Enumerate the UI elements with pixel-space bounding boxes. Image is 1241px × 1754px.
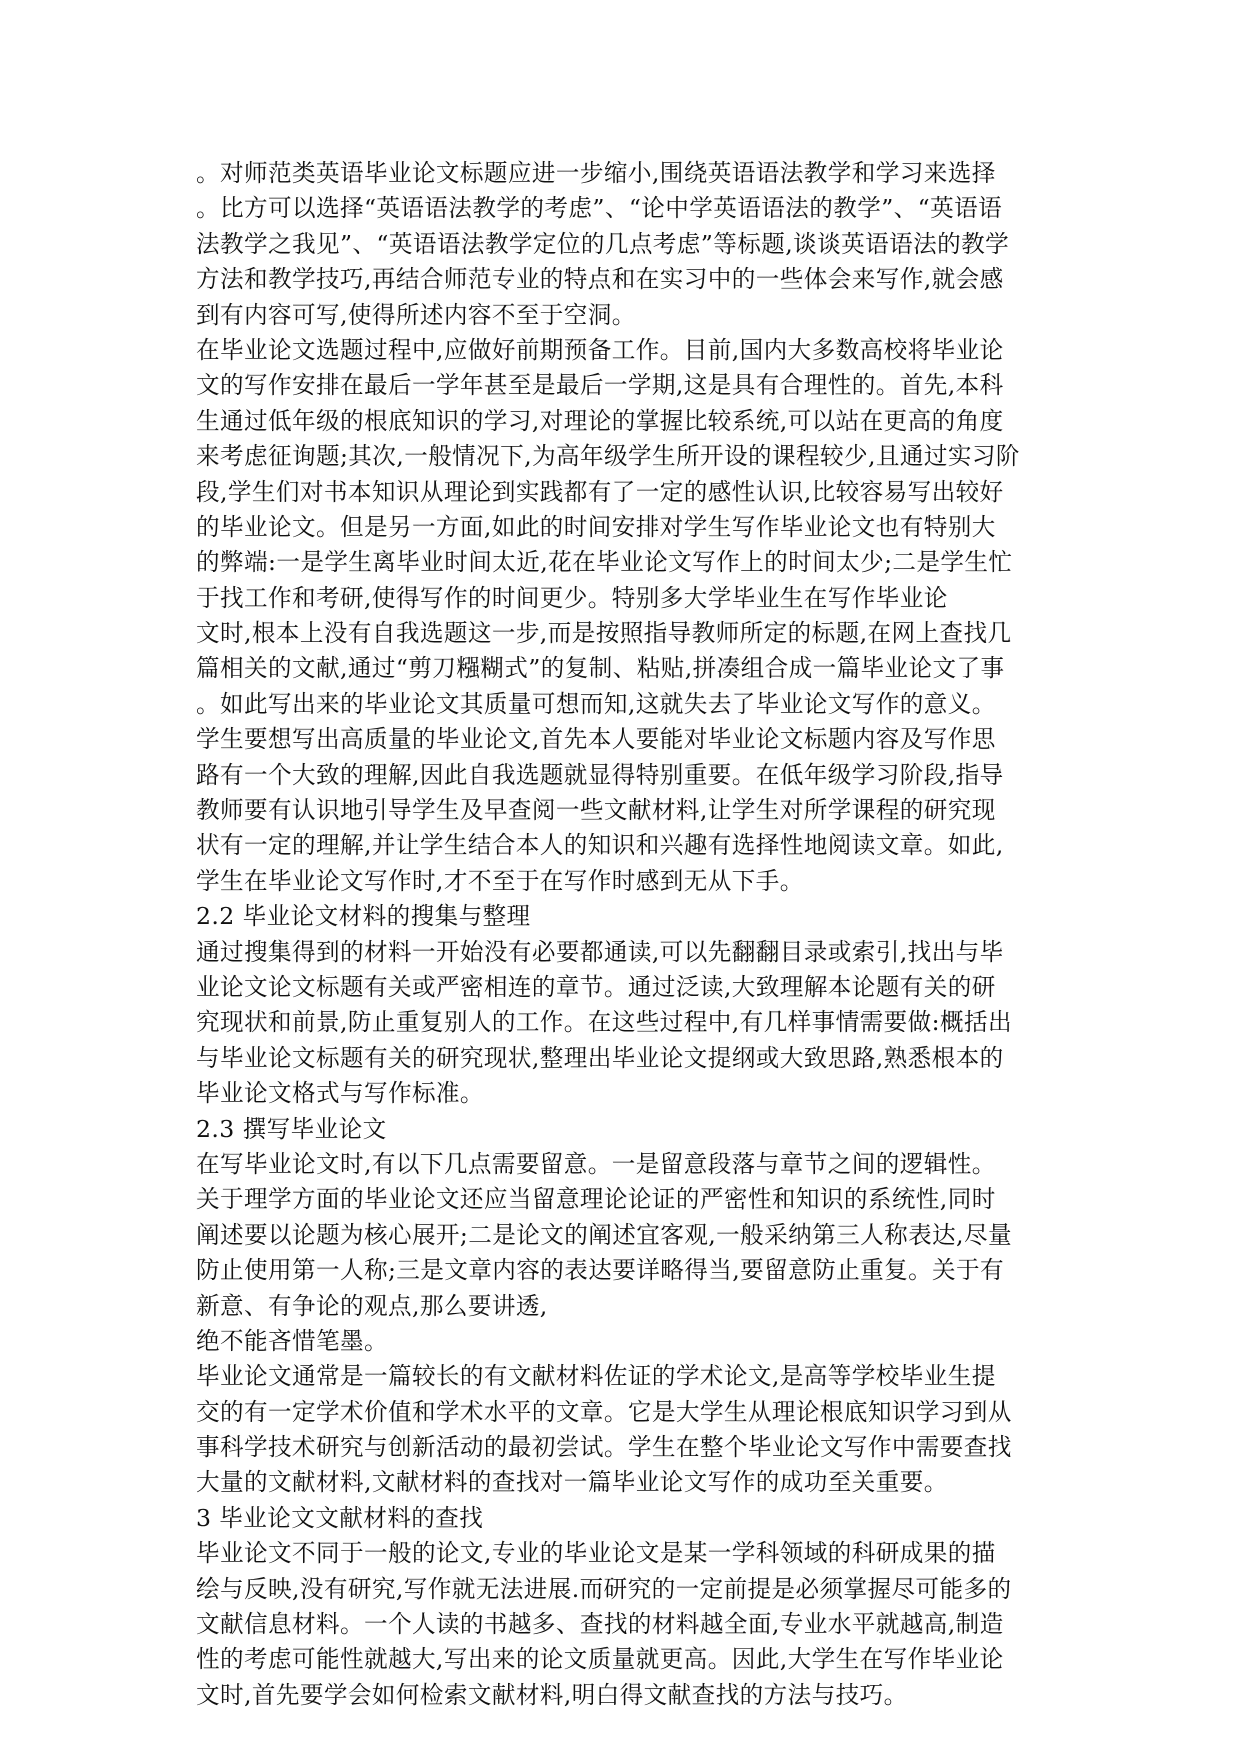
text-line: 法教学之我见”、“英语语法教学定位的几点考虑”等标题,谈谈英语语法的教学 bbox=[196, 229, 1010, 258]
text-line: 性的考虑可能性就越大,写出来的论文质量就更高。因此,大学生在写作毕业论 bbox=[196, 1645, 1004, 1674]
text-line: 绝不能吝惜笔墨。 bbox=[196, 1326, 388, 1355]
text-line: 事科学技术研究与创新活动的最初尝试。学生在整个毕业论文写作中需要查找 bbox=[196, 1433, 1012, 1462]
section-heading: 3 毕业论文文献材料的查找 bbox=[196, 1503, 484, 1532]
text-line: 路有一个大致的理解,因此自我选题就显得特别重要。在低年级学习阶段,指导 bbox=[196, 760, 1004, 789]
text-line: 在毕业论文选题过程中,应做好前期预备工作。目前,国内大多数高校将毕业论 bbox=[196, 335, 1004, 364]
text-line: 于找工作和考研,使得写作的时间更少。特别多大学毕业生在写作毕业论 bbox=[196, 583, 948, 612]
text-line: 与毕业论文标题有关的研究现状,整理出毕业论文提纲或大致思路,熟悉根本的 bbox=[196, 1043, 1004, 1072]
text-line: 阐述要以论题为核心展开;二是论文的阐述宜客观,一般采纳第三人称表达,尽量 bbox=[196, 1220, 1012, 1249]
text-line: 篇相关的文献,通过“剪刀糨糊式”的复制、粘贴,拼凑组合成一篇毕业论文了事 bbox=[196, 654, 1005, 683]
text-line: 来考虑征询题;其次,一般情况下,为高年级学生所开设的课程较少,且通过实习阶 bbox=[196, 442, 1020, 471]
text-line: 通过搜集得到的材料一开始没有必要都通读,可以先翻翻目录或索引,找出与毕 bbox=[196, 937, 1004, 966]
text-line: 毕业论文通常是一篇较长的有文献材料佐证的学术论文,是高等学校毕业生提 bbox=[196, 1362, 996, 1391]
text-line: 绘与反映,没有研究,写作就无法进展.而研究的一定前提是必须掌握尽可能多的 bbox=[196, 1574, 1012, 1603]
text-line: 业论文论文标题有关或严密相连的章节。通过泛读,大致理解本论题有关的研 bbox=[196, 972, 996, 1001]
text-line: 。如此写出来的毕业论文其质量可想而知,这就失去了毕业论文写作的意义。 bbox=[196, 689, 996, 718]
text-line: 。比方可以选择“英语语法教学的考虑”、“论中学英语语法的教学”、“英语语 bbox=[196, 194, 1003, 223]
text-line: 关于理学方面的毕业论文还应当留意理论论证的严密性和知识的系统性,同时 bbox=[196, 1185, 996, 1214]
text-line: 交的有一定学术价值和学术水平的文章。它是大学生从理论根底知识学习到从 bbox=[196, 1397, 1012, 1426]
text-line: 的毕业论文。但是另一方面,如此的时间安排对学生写作毕业论文也有特别大 bbox=[196, 512, 996, 541]
text-line: 防止使用第一人称;三是文章内容的表达要详略得当,要留意防止重复。关于有 bbox=[196, 1256, 1005, 1285]
text-line: 大量的文献材料,文献材料的查找对一篇毕业论文写作的成功至关重要。 bbox=[196, 1468, 948, 1497]
document-body bbox=[196, 156, 1056, 1713]
text-line: 的弊端:一是学生离毕业时间太近,花在毕业论文写作上的时间太少;二是学生忙 bbox=[196, 548, 1013, 577]
section-heading: 2.3 撰写毕业论文 bbox=[196, 1114, 387, 1143]
text-line: 。对师范类英语毕业论文标题应进一步缩小,围绕英语语法教学和学习来选择 bbox=[196, 159, 996, 187]
text-line: 学生要想写出高质量的毕业论文,首先本人要能对毕业论文标题内容及写作思 bbox=[196, 725, 996, 754]
text-line: 究现状和前景,防止重复别人的工作。在这些过程中,有几样事情需要做:概括出 bbox=[196, 1008, 1012, 1037]
text-line: 状有一定的理解,并让学生结合本人的知识和兴趣有选择性地阅读文章。如此, bbox=[196, 831, 1004, 860]
section-heading: 2.2 毕业论文材料的搜集与整理 bbox=[196, 902, 531, 931]
text-line: 到有内容可写,使得所述内容不至于空洞。 bbox=[196, 300, 636, 329]
text-line: 新意、有争论的观点,那么要讲透, bbox=[196, 1291, 548, 1320]
text-line: 教师要有认识地引导学生及早查阅一些文献材料,让学生对所学课程的研究现 bbox=[196, 796, 996, 825]
text-line: 方法和教学技巧,再结合师范专业的特点和在实习中的一些体会来写作,就会感 bbox=[196, 265, 1004, 294]
text-line: 毕业论文格式与写作标准。 bbox=[196, 1079, 484, 1108]
text-line: 学生在毕业论文写作时,才不至于在写作时感到无从下手。 bbox=[196, 866, 804, 895]
text-line: 生通过低年级的根底知识的学习,对理论的掌握比较系统,可以站在更高的角度 bbox=[196, 406, 1004, 435]
text-line: 段,学生们对书本知识从理论到实践都有了一定的感性认识,比较容易写出较好 bbox=[196, 477, 1004, 506]
text-line: 文献信息材料。一个人读的书越多、查找的材料越全面,专业水平就越高,制造 bbox=[196, 1610, 1004, 1639]
text-line: 在写毕业论文时,有以下几点需要留意。一是留意段落与章节之间的逻辑性。 bbox=[196, 1149, 996, 1178]
text-line: 文的写作安排在最后一学年甚至是最后一学期,这是具有合理性的。首先,本科 bbox=[196, 371, 1004, 400]
text-line: 文时,首先要学会如何检索文献材料,明白得文献查找的方法与技巧。 bbox=[196, 1680, 908, 1709]
text-line: 毕业论文不同于一般的论文,专业的毕业论文是某一学科领域的科研成果的描 bbox=[196, 1539, 996, 1568]
text-line: 文时,根本上没有自我选题这一步,而是按照指导教师所定的标题,在网上查找几 bbox=[196, 619, 1012, 648]
